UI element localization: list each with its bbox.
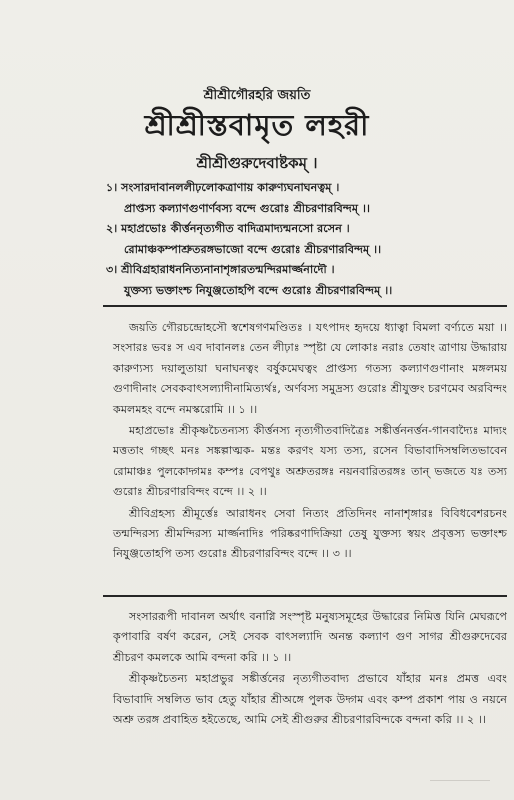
invocation-line: শ্রীশ্রীগৌরহরি জয়তি: [203, 88, 311, 103]
bleed-through-mark: [430, 780, 490, 781]
commentary-paragraph-2: মহাপ্রভোঃ শ্রীকৃষ্ণচৈতন্যস্য কীর্ত্তনস্য নৃত্যগীতবাদিত্রৈঃ সঙ্কীর্ত্তননর্ত্তন-গানবাদ্যৈঃ মাদ্যং মত্ততাং গচ্ছৎ মনঃ সঙ্কল্পাত্মক- মন্তঃ করণং যস্য তস্য, রসেন বিভাবাদিসম্বলিতভাবেন রোমাঞ্চঃ পুলকোদ্গমঃ কম্পঃ বেপথুঃ অশ্রুতরঙ্গঃ নয়নবারিতরঙ্গঃ তান্ ভজতে যঃ তস্য গুরোঃ শ্রীচরণারবিন্দং বন্দে ।। ২ ।।: [113, 424, 507, 499]
verse-3-line-1: ৩। শ্রীবিগ্রহারাধননিত্যনানাশৃঙ্গারতন্মন্দিরমার্জ্জনাদৌ ।: [106, 262, 335, 276]
translation-paragraph-1: সংসাররূপী দাবানল অর্থাৎ বনাগ্নি সংস্পৃষ্ট মনুষ্যসমূহের উদ্ধারের নিমিত্ত যিনি মেঘরূপে কৃপাবারি বর্ষণ করেন, সেই সেবক বাৎসল্যাদি অনন্ত কল্যাণ গুণ সাগর শ্রীগুরুদেবের শ্রীচরণ কমলকে আমি বন্দনা করি ।। ১ ।।: [113, 610, 507, 664]
commentary-paragraph-3: শ্রীবিগ্রহস্য শ্রীমূর্ত্তেঃ আরাধনং সেবা নিত্যং প্রতিদিনং নানাশৃঙ্গারঃ বিবিধবেশরচনং তন্মন্দিরস্য শ্রীমন্দিরস্য মার্জ্জনাদিঃ পরিষ্করণাদিক্রিয়া তেষু যুক্তস্য স্বয়ং প্রবৃত্তস্য ভক্তাংশ্চ নিযুঞ্জতোহপি তস্য গুরোঃ শ্রীচরণারবিন্দং বন্দে ।। ৩ ।।: [113, 506, 507, 561]
verse-1-line-2: প্রাপ্তস্য কল্যাণগুণার্ণবস্য বন্দে গুরোঃ শ্রীচরণারবিন্দম্ ।।: [124, 200, 370, 215]
page-title: শ্রীশ্রীস্তবামৃত লহরী: [144, 108, 370, 142]
commentary-paragraph-1: জয়তি গৌরচন্দ্রোহসৌ স্বশেষগণমণ্ডিতঃ । যৎপাদং হৃদয়ে ধ্যাত্বা বিমলা বর্ণ্যতে ময়া ।। সংসারঃ ভবঃ স এব দাবানলঃ তেন লীঢ়াঃ স্পৃষ্টা যে লোকাঃ নরাঃ তেষাং ত্রাণায় উদ্ধারায় কারুণ্যস্য দয়ালুতায়া ঘনাঘনত্বং বর্ষুকমেঘত্বং প্রাপ্তস্য গতস্য কল্যাণগুণানাং মঙ্গলময় গুণাদীনাং সেবকবাৎসল্যাদীনামিত্যর্থঃ, অর্ণবস্য সমুদ্রস্য গুরোঃ শ্রীযুক্তং চরণমেব অরবিন্দং কমলমহং বন্দে নমস্করোমি ।। ১ ।।: [113, 321, 507, 416]
translation-paragraph-2: শ্রীকৃষ্ণচৈতন্য মহাপ্রভুর সঙ্কীর্ত্তনের নৃত্যগীতবাদ্য প্রভাবে যাঁহার মনঃ প্রমত্ত এবং বিভাবাদি সম্বলিত ভাব হেতু যাঁহার শ্রীঅঙ্গে পুলক উদ্গম এবং কম্প প্রকাশ পায় ও নয়নে অশ্রু তরঙ্গ প্রবাহিত হইতেছে, আমি সেই শ্রীগুরুর শ্রীচরণারবিন্দকে বন্দনা করি ।। ২ ।।: [113, 672, 507, 727]
divider-rule: [103, 595, 507, 597]
verse-block: [106, 177, 506, 300]
verse-2-line-2: রোমাঞ্চকম্পাশ্রুতরঙ্গভাজো বন্দে গুরোঃ শ্রীচরণারবিন্দম্ ।।: [124, 241, 382, 256]
verse-2-line-1: ২। মহাপ্রভোঃ কীর্ত্তননৃত্যগীত বাদিত্রমাদ্যন্মনসো রসেন ।: [106, 221, 350, 235]
sanskrit-commentary: [113, 318, 507, 565]
verse-1-line-1: ১। সংসারদাবানললীঢ়লোকত্রাণায় কারুণ্যঘনাঘনত্বম্ ।: [106, 180, 340, 194]
bengali-translation: [113, 607, 507, 730]
section-subtitle: শ্রীশ্রীগুরুদেবাষ্টকম্ ।: [196, 154, 318, 172]
divider-rule: [103, 305, 507, 307]
verse-3-line-2: যুক্তস্য ভক্তাংশ্চ নিযুঞ্জতোহপি বন্দে গুরোঃ শ্রীচরণারবিন্দম্ ।।: [124, 282, 393, 297]
